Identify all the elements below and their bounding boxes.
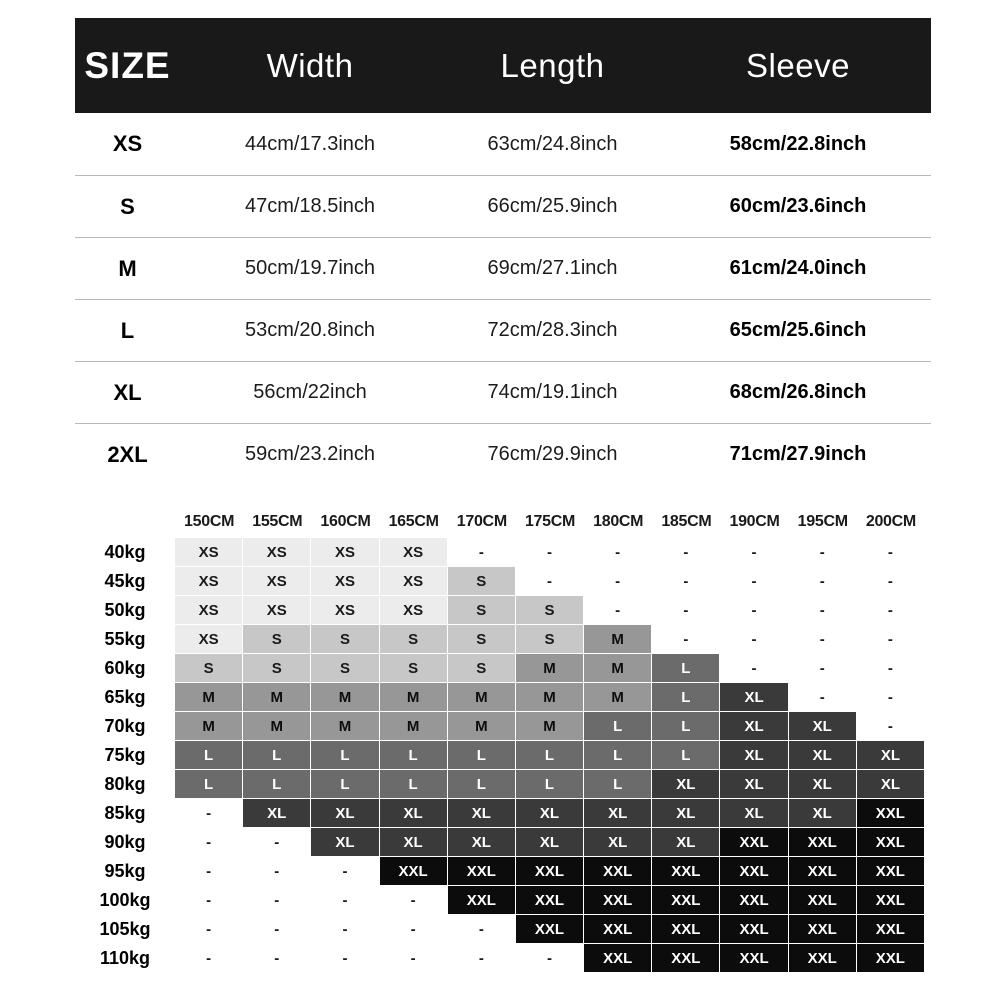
matrix-cell: XL xyxy=(720,799,788,828)
matrix-cell: L xyxy=(516,770,584,799)
matrix-cell: XL xyxy=(720,683,788,712)
matrix-cell: L xyxy=(516,741,584,770)
height-header: 160CM xyxy=(311,506,379,538)
matrix-cell: XL xyxy=(380,828,448,857)
matrix-row xyxy=(75,828,925,857)
matrix-cell: XL xyxy=(789,712,857,741)
matrix-row xyxy=(75,596,925,625)
weight-label: 105kg xyxy=(75,915,175,944)
header-size: SIZE xyxy=(84,44,171,86)
matrix-cell: XL xyxy=(448,799,516,828)
header-length: Length xyxy=(500,46,605,84)
matrix-cell: XXL xyxy=(720,828,788,857)
matrix-cell: XS xyxy=(380,538,448,567)
width-value: 47cm/18.5inch xyxy=(244,195,376,217)
matrix-cell: XXL xyxy=(652,944,720,973)
matrix-cell: - xyxy=(380,944,448,973)
matrix-row xyxy=(75,857,925,886)
size-table-header xyxy=(75,18,931,113)
matrix-cell: - xyxy=(380,886,448,915)
matrix-cell: S xyxy=(311,625,379,654)
matrix-cell: XL xyxy=(720,712,788,741)
matrix-cell: - xyxy=(857,712,925,741)
fit-matrix-body xyxy=(75,538,925,973)
matrix-cell: XS xyxy=(175,625,243,654)
matrix-cell: - xyxy=(448,915,516,944)
size-table-body xyxy=(75,113,931,485)
size-row xyxy=(75,175,931,237)
fit-matrix xyxy=(75,506,925,973)
matrix-cell: - xyxy=(857,625,925,654)
matrix-cell: XL xyxy=(652,770,720,799)
matrix-cell: L xyxy=(448,741,516,770)
weight-label: 65kg xyxy=(75,683,175,712)
matrix-cell: XXL xyxy=(448,886,516,915)
matrix-cell: XL xyxy=(380,799,448,828)
height-header: 190CM xyxy=(720,506,788,538)
weight-label: 90kg xyxy=(75,828,175,857)
matrix-cell: XL xyxy=(584,799,652,828)
matrix-cell: - xyxy=(311,857,379,886)
matrix-cell: L xyxy=(448,770,516,799)
matrix-cell: XS xyxy=(175,567,243,596)
length-value: 63cm/24.8inch xyxy=(487,132,618,155)
matrix-cell: S xyxy=(448,625,516,654)
matrix-cell: XL xyxy=(720,770,788,799)
matrix-cell: XXL xyxy=(516,915,584,944)
size-label: XL xyxy=(113,379,142,405)
matrix-cell: XS xyxy=(243,596,311,625)
matrix-cell: - xyxy=(584,538,652,567)
matrix-cell: XXL xyxy=(652,886,720,915)
size-label: M xyxy=(118,255,137,281)
matrix-cell: - xyxy=(175,799,243,828)
height-header: 150CM xyxy=(175,506,243,538)
matrix-cell: - xyxy=(516,567,584,596)
matrix-row xyxy=(75,712,925,741)
weight-label: 50kg xyxy=(75,596,175,625)
sleeve-value: 68cm/26.8inch xyxy=(729,381,867,403)
matrix-cell: - xyxy=(584,567,652,596)
matrix-cell: XS xyxy=(175,596,243,625)
matrix-cell: L xyxy=(311,741,379,770)
matrix-cell: - xyxy=(720,596,788,625)
matrix-cell: XS xyxy=(380,596,448,625)
matrix-cell: XXL xyxy=(789,886,857,915)
weight-label: 100kg xyxy=(75,886,175,915)
matrix-row xyxy=(75,567,925,596)
matrix-cell: M xyxy=(516,712,584,741)
matrix-cell: - xyxy=(243,886,311,915)
matrix-cell: L xyxy=(584,712,652,741)
matrix-cell: XS xyxy=(243,538,311,567)
matrix-corner-cell xyxy=(75,506,175,538)
matrix-cell: - xyxy=(448,944,516,973)
height-header: 180CM xyxy=(584,506,652,538)
header-width: Width xyxy=(266,46,354,84)
height-header: 175CM xyxy=(516,506,584,538)
matrix-cell: M xyxy=(584,683,652,712)
matrix-cell: XXL xyxy=(720,857,788,886)
matrix-cell: L xyxy=(584,741,652,770)
size-label: XS xyxy=(112,131,143,156)
matrix-cell: M xyxy=(243,683,311,712)
matrix-row xyxy=(75,770,925,799)
height-header: 200CM xyxy=(857,506,925,538)
matrix-row xyxy=(75,886,925,915)
matrix-cell: L xyxy=(652,654,720,683)
matrix-cell: M xyxy=(380,712,448,741)
matrix-cell: XL xyxy=(789,770,857,799)
matrix-cell: - xyxy=(789,625,857,654)
matrix-cell: M xyxy=(516,683,584,712)
weight-label: 75kg xyxy=(75,741,175,770)
sleeve-value: 61cm/24.0inch xyxy=(729,257,867,279)
matrix-cell: - xyxy=(516,538,584,567)
size-row xyxy=(75,299,931,361)
matrix-cell: - xyxy=(652,625,720,654)
matrix-cell: - xyxy=(789,683,857,712)
matrix-cell: - xyxy=(243,944,311,973)
matrix-cell: M xyxy=(448,683,516,712)
matrix-cell: - xyxy=(857,654,925,683)
matrix-cell: XXL xyxy=(720,915,788,944)
matrix-cell: - xyxy=(448,538,516,567)
size-label: L xyxy=(120,317,135,343)
size-label: 2XL xyxy=(107,441,148,467)
matrix-cell: - xyxy=(857,538,925,567)
width-value: 59cm/23.2inch xyxy=(244,443,376,465)
height-header: 185CM xyxy=(652,506,720,538)
matrix-cell: L xyxy=(584,770,652,799)
matrix-cell: S xyxy=(243,654,311,683)
matrix-cell: XL xyxy=(516,828,584,857)
matrix-cell: - xyxy=(857,596,925,625)
weight-label: 80kg xyxy=(75,770,175,799)
sleeve-value: 71cm/27.9inch xyxy=(729,443,867,465)
matrix-cell: L xyxy=(243,770,311,799)
matrix-cell: - xyxy=(380,915,448,944)
matrix-cell: XXL xyxy=(789,944,857,973)
matrix-cell: - xyxy=(175,886,243,915)
matrix-cell: XXL xyxy=(720,886,788,915)
matrix-cell: S xyxy=(448,654,516,683)
matrix-cell: - xyxy=(175,857,243,886)
matrix-cell: - xyxy=(720,625,788,654)
matrix-cell: - xyxy=(175,915,243,944)
matrix-cell: XL xyxy=(516,799,584,828)
matrix-cell: XXL xyxy=(652,915,720,944)
matrix-cell: XXL xyxy=(857,857,925,886)
matrix-cell: L xyxy=(175,770,243,799)
matrix-row xyxy=(75,683,925,712)
weight-label: 40kg xyxy=(75,538,175,567)
matrix-cell: XL xyxy=(311,799,379,828)
matrix-cell: S xyxy=(448,567,516,596)
matrix-cell: XS xyxy=(175,538,243,567)
fit-matrix-header-row xyxy=(75,506,925,538)
matrix-cell: S xyxy=(516,625,584,654)
matrix-cell: XXL xyxy=(789,857,857,886)
matrix-cell: - xyxy=(720,567,788,596)
weight-label: 70kg xyxy=(75,712,175,741)
size-row xyxy=(75,113,931,175)
matrix-cell: S xyxy=(311,654,379,683)
size-row xyxy=(75,423,931,485)
matrix-cell: M xyxy=(175,712,243,741)
length-value: 69cm/27.1inch xyxy=(487,257,618,279)
matrix-cell: XXL xyxy=(857,886,925,915)
matrix-cell: - xyxy=(720,538,788,567)
matrix-cell: S xyxy=(448,596,516,625)
matrix-row xyxy=(75,799,925,828)
matrix-cell: XXL xyxy=(652,857,720,886)
matrix-cell: XS xyxy=(311,538,379,567)
sleeve-value: 60cm/23.6inch xyxy=(729,195,867,217)
matrix-cell: XXL xyxy=(584,857,652,886)
matrix-row xyxy=(75,625,925,654)
matrix-cell: - xyxy=(652,596,720,625)
sleeve-value: 58cm/22.8inch xyxy=(729,132,867,155)
matrix-cell: - xyxy=(652,538,720,567)
matrix-cell: L xyxy=(380,770,448,799)
matrix-cell: - xyxy=(516,944,584,973)
matrix-cell: XL xyxy=(243,799,311,828)
matrix-row xyxy=(75,538,925,567)
matrix-cell: XL xyxy=(857,741,925,770)
header-sleeve: Sleeve xyxy=(746,46,850,84)
matrix-cell: M xyxy=(584,654,652,683)
width-value: 53cm/20.8inch xyxy=(244,319,376,341)
matrix-cell: XL xyxy=(311,828,379,857)
matrix-cell: XXL xyxy=(448,857,516,886)
matrix-cell: - xyxy=(175,828,243,857)
matrix-cell: M xyxy=(380,683,448,712)
matrix-cell: - xyxy=(243,915,311,944)
matrix-cell: XL xyxy=(652,799,720,828)
matrix-cell: XL xyxy=(652,828,720,857)
matrix-row xyxy=(75,741,925,770)
matrix-cell: XL xyxy=(789,799,857,828)
matrix-cell: L xyxy=(652,712,720,741)
matrix-cell: XL xyxy=(448,828,516,857)
matrix-cell: - xyxy=(857,683,925,712)
matrix-cell: M xyxy=(516,654,584,683)
matrix-cell: XS xyxy=(311,596,379,625)
matrix-cell: - xyxy=(789,654,857,683)
matrix-cell: L xyxy=(311,770,379,799)
weight-label: 55kg xyxy=(75,625,175,654)
matrix-cell: L xyxy=(380,741,448,770)
width-value: 50cm/19.7inch xyxy=(244,257,376,279)
matrix-cell: S xyxy=(380,654,448,683)
matrix-cell: S xyxy=(380,625,448,654)
matrix-cell: XXL xyxy=(516,857,584,886)
matrix-cell: XXL xyxy=(584,886,652,915)
length-value: 72cm/28.3inch xyxy=(487,319,618,341)
matrix-cell: XXL xyxy=(857,799,925,828)
size-label: S xyxy=(120,193,135,219)
matrix-cell: XXL xyxy=(584,915,652,944)
height-header: 165CM xyxy=(380,506,448,538)
matrix-cell: L xyxy=(243,741,311,770)
matrix-cell: - xyxy=(789,538,857,567)
matrix-cell: - xyxy=(311,944,379,973)
matrix-cell: L xyxy=(175,741,243,770)
matrix-cell: - xyxy=(720,654,788,683)
matrix-cell: - xyxy=(311,915,379,944)
matrix-cell: XS xyxy=(243,567,311,596)
matrix-cell: - xyxy=(584,596,652,625)
matrix-cell: XXL xyxy=(720,944,788,973)
matrix-cell: M xyxy=(311,683,379,712)
sleeve-value: 65cm/25.6inch xyxy=(729,319,867,341)
matrix-cell: M xyxy=(448,712,516,741)
height-header: 195CM xyxy=(789,506,857,538)
matrix-cell: S xyxy=(243,625,311,654)
matrix-cell: M xyxy=(584,625,652,654)
weight-label: 110kg xyxy=(75,944,175,973)
matrix-cell: - xyxy=(652,567,720,596)
matrix-cell: XL xyxy=(789,741,857,770)
matrix-cell: M xyxy=(243,712,311,741)
length-value: 74cm/19.1inch xyxy=(487,381,618,403)
height-header: 155CM xyxy=(243,506,311,538)
matrix-cell: - xyxy=(311,886,379,915)
matrix-cell: XXL xyxy=(857,944,925,973)
height-header: 170CM xyxy=(448,506,516,538)
size-row xyxy=(75,237,931,299)
matrix-cell: L xyxy=(652,683,720,712)
matrix-cell: - xyxy=(789,567,857,596)
matrix-cell: XS xyxy=(311,567,379,596)
matrix-cell: XXL xyxy=(584,944,652,973)
size-row xyxy=(75,361,931,423)
matrix-cell: XS xyxy=(380,567,448,596)
matrix-cell: S xyxy=(175,654,243,683)
matrix-cell: - xyxy=(789,596,857,625)
matrix-cell: XXL xyxy=(857,828,925,857)
length-value: 66cm/25.9inch xyxy=(487,195,618,217)
matrix-cell: XXL xyxy=(789,828,857,857)
matrix-cell: - xyxy=(175,944,243,973)
weight-label: 60kg xyxy=(75,654,175,683)
matrix-cell: S xyxy=(516,596,584,625)
matrix-cell: M xyxy=(311,712,379,741)
width-value: 44cm/17.3inch xyxy=(244,132,376,155)
matrix-row xyxy=(75,915,925,944)
matrix-cell: - xyxy=(857,567,925,596)
width-value: 56cm/22inch xyxy=(253,381,367,403)
matrix-cell: - xyxy=(243,828,311,857)
weight-label: 45kg xyxy=(75,567,175,596)
matrix-cell: XXL xyxy=(789,915,857,944)
matrix-cell: XL xyxy=(584,828,652,857)
matrix-cell: XXL xyxy=(380,857,448,886)
matrix-cell: XL xyxy=(720,741,788,770)
matrix-cell: XXL xyxy=(857,915,925,944)
size-table xyxy=(75,18,931,485)
weight-label: 95kg xyxy=(75,857,175,886)
length-value: 76cm/29.9inch xyxy=(487,443,618,465)
matrix-cell: - xyxy=(243,857,311,886)
matrix-cell: M xyxy=(175,683,243,712)
matrix-row xyxy=(75,944,925,973)
matrix-cell: XL xyxy=(857,770,925,799)
weight-label: 85kg xyxy=(75,799,175,828)
matrix-cell: L xyxy=(652,741,720,770)
matrix-cell: XXL xyxy=(516,886,584,915)
matrix-row xyxy=(75,654,925,683)
